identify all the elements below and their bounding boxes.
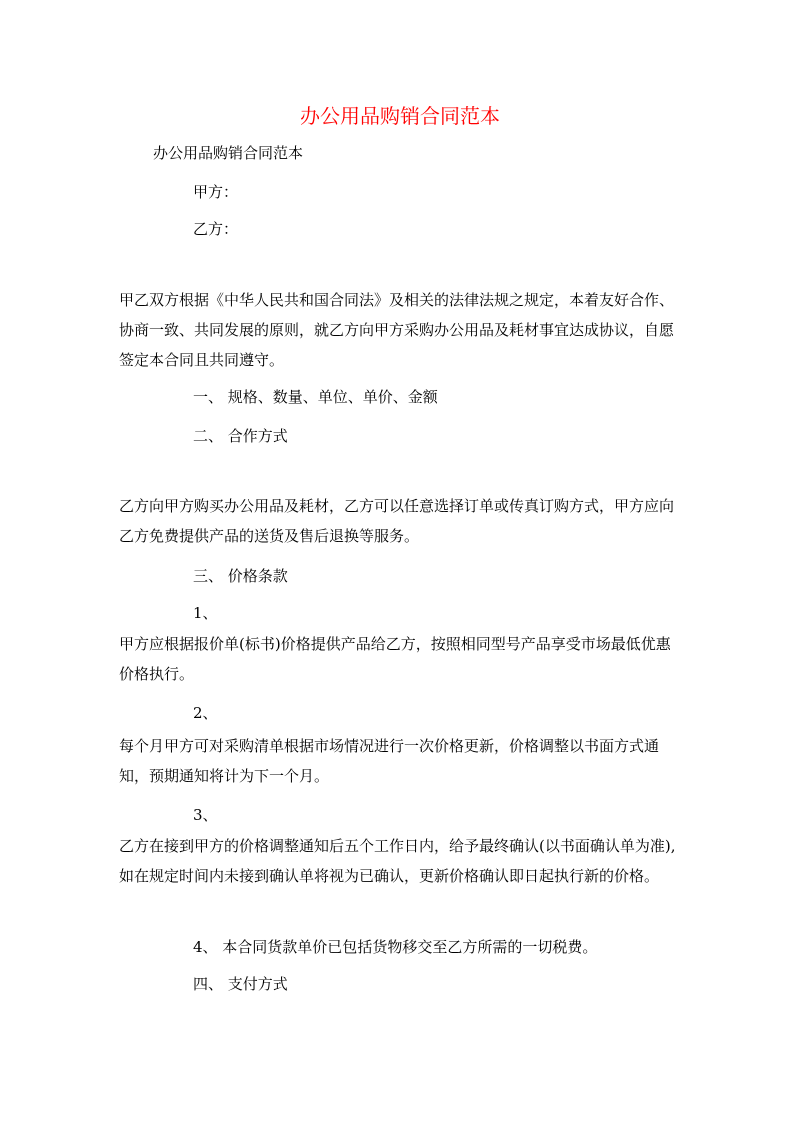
section-3-item-3-text xyxy=(119,831,685,891)
section-2-body-text: 乙方向甲方购买办公用品及耗材，乙方可以任意选择订单或传真订购方式，甲方应向乙方免费提供产品的送货及售后退换等服务。 xyxy=(119,497,675,545)
document-title: 办公用品购销合同范本 xyxy=(300,104,500,128)
section-2-heading: 二、 合作方式 xyxy=(193,427,288,445)
preamble-text: 甲乙双方根据《中华人民共和国合同法》及相关的法律法规之规定，本着友好合作、协商一致、共同发展的原则，就乙方向甲方采购办公用品及耗材事宜达成协议，自愿签定本合同且共同遵守。 xyxy=(119,291,675,369)
party-a-label: 甲方： xyxy=(193,183,239,201)
section-3-heading: 三、 价格条款 xyxy=(193,567,288,585)
section-3-item-4: 4、 本合同货款单价已包括货物移交至乙方所需的一切税费。 xyxy=(193,938,598,956)
section-3-item-2-text xyxy=(119,731,685,791)
section-3-item-2-number: 2、 xyxy=(193,704,218,722)
section-2-body xyxy=(119,491,685,551)
section-4-heading: 四、 支付方式 xyxy=(193,975,288,993)
section-1-heading: 一、 规格、数量、单位、单价、金额 xyxy=(193,388,438,406)
section-3-item-3-body: 乙方在接到甲方的价格调整通知后五个工作日内，给予最终确认(以书面确认单为准),如在规定时间内未接到确认单将视为已确认，更新价格确认即日起执行新的价格。 xyxy=(119,837,676,885)
preamble-paragraph xyxy=(119,285,685,375)
document-subtitle: 办公用品购销合同范本 xyxy=(153,144,304,162)
section-3-item-1-text xyxy=(119,629,685,689)
section-3-item-3-number: 3、 xyxy=(193,806,218,824)
party-b-label: 乙方： xyxy=(193,220,239,238)
section-3-item-2-body: 每个月甲方可对采购清单根据市场情况进行一次价格更新，价格调整以书面方式通知，预期通知将计为下一个月。 xyxy=(119,737,660,785)
section-3-item-1-number: 1、 xyxy=(193,604,218,622)
section-3-item-1-body: 甲方应根据报价单(标书)价格提供产品给乙方，按照相同型号产品享受市场最低优惠价格执行。 xyxy=(119,635,671,683)
